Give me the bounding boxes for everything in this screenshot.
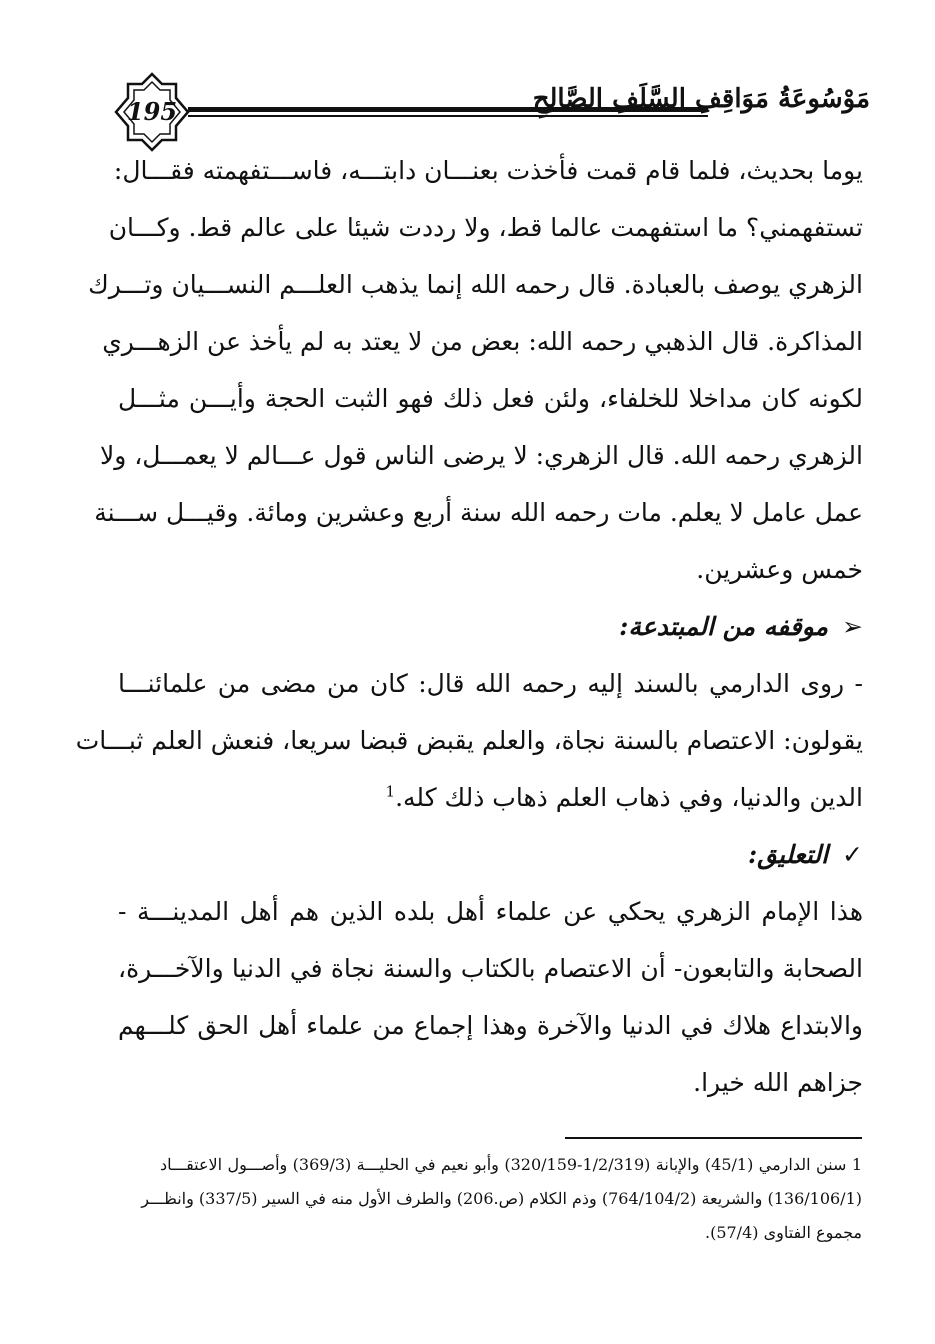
section-heading [118, 598, 863, 656]
text-line: والابتداع هلاك في الدنيا والآخرة وهذا إجماع من علماء أهل الحق كلـــهم [118, 1011, 863, 1040]
section-heading [118, 826, 863, 884]
text-line: هذا الإمام الزهري يحكي عن علماء أهل بلده الذين هم أهل المدينـــة - [118, 897, 863, 926]
text-line: الزهري رحمه الله. قال الزهري: لا يرضى الناس قول عـــالم لا يعمـــل، ولا [99, 441, 863, 470]
footnote-separator [565, 1137, 862, 1139]
footnote-line: 1 سنن الدارمي (45/1) والإبانة (1/2/319-320/159) وأبو نعيم في الحليـــة (369/3) وأصـــول الاعتقـــاد [160, 1155, 862, 1174]
footnote-reference: 1 [385, 782, 396, 801]
text-line [118, 769, 863, 827]
text-line: جزاهم الله خيرا. [693, 1068, 863, 1097]
section-heading-text: التعليق: [747, 840, 829, 869]
running-title: مَوْسُوعَةُ مَوَاقِفِ السَّلَفِ الصَّالِحِ [532, 84, 870, 114]
text-line: لكونه كان مداخلا للخلفاء، ولئن فعل ذلك فهو الثبت الحجة وأيـــن مثـــل [118, 384, 863, 413]
text-line: يوما بحديث، فلما قام قمت فأخذت بعنـــان دابتـــه، فاســـتفهمته فقـــال: [113, 156, 863, 185]
page-number: 195 [126, 97, 178, 126]
text-line: يقولون: الاعتصام بالسنة نجاة، والعلم يقبض قبضا سريعا، فنعش العلم ثبـــات [75, 726, 863, 755]
text-line: الصحابة والتابعون- أن الاعتصام بالكتاب والسنة نجاة في الدنيا والآخـــرة، [118, 954, 863, 983]
text-line: خمس وعشرين. [696, 555, 863, 584]
text-line: تستفهمني؟ ما استفهمت عالما قط، ولا رددت شيئا على عالم قط. وكـــان [108, 213, 863, 242]
text-line: المذاكرة. قال الذهبي رحمه الله: بعض من لا يعتد به لم يأخذ عن الزهـــري [102, 327, 863, 356]
page-header [110, 70, 870, 150]
text-line: الزهري يوصف بالعبادة. قال رحمه الله إنما يذهب العلـــم النســـيان وتـــرك [88, 270, 863, 299]
footnote-line: (136/106/1) والشريعة (764/104/2) وذم الكلام (ص.206) والطرف الأول منه في السير (337/5) وانظـــر [141, 1189, 862, 1208]
text-line: - روى الدارمي بالسند إليه رحمه الله قال: كان من مضى من علمائنـــا [118, 669, 863, 698]
text-line-content: الدين والدنيا، وفي ذهاب العلم ذهاب ذلك كله. [395, 783, 863, 812]
arrow-icon: ➢ [842, 612, 863, 641]
text-line: عمل عامل لا يعلم. مات رحمه الله سنة أربع وعشرين ومائة. وقيـــل ســـنة [94, 498, 863, 527]
section-heading-text: موقفه من المبتدعة: [619, 612, 829, 641]
checkmark-icon: ✓ [842, 840, 863, 869]
footnote-line: مجموع الفتاوى (57/4). [704, 1223, 862, 1242]
